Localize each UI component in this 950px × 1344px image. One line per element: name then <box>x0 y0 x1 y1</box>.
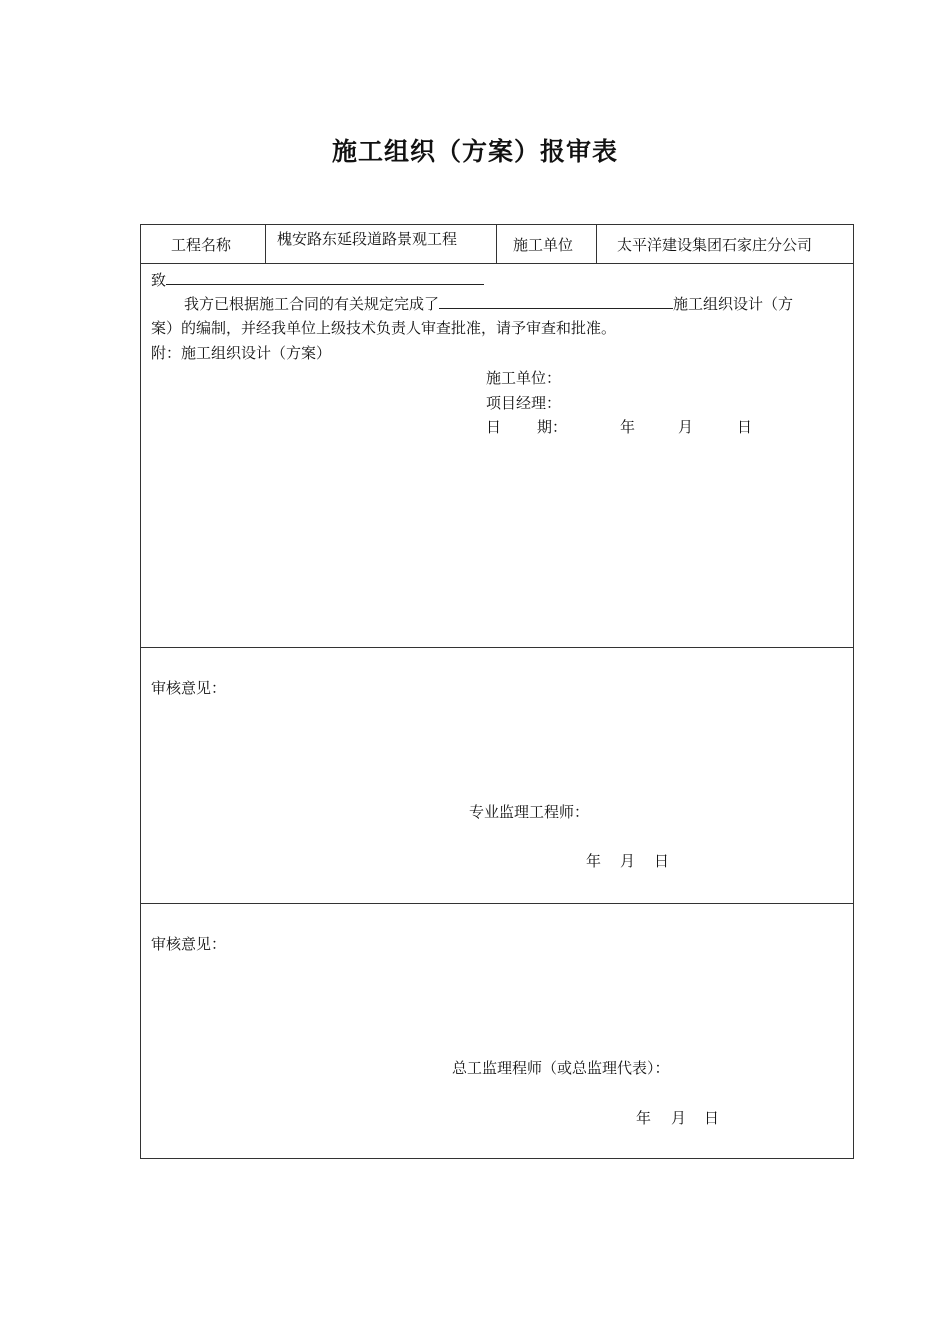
design-name-blank[interactable] <box>439 293 673 309</box>
review1-opinion-label: 审核意见： <box>151 679 227 697</box>
review1-month: 月 <box>620 852 636 870</box>
body-line-1 <box>184 293 793 313</box>
unit-label: 施工单位： <box>486 369 562 387</box>
manager-label: 项目经理： <box>486 394 562 412</box>
contractor-value: 太平洋建设集团石家庄分公司 <box>617 236 813 254</box>
review2-month: 月 <box>671 1109 687 1127</box>
body-line-2: 案）的编制，并经我单位上级技术负责人审查批准，请予审查和批准。 <box>151 319 617 337</box>
review2-opinion-label: 审核意见： <box>151 935 227 953</box>
body-prefix: 我方已根据施工合同的有关规定完成了 <box>184 295 440 313</box>
year-label: 年 <box>620 418 636 436</box>
project-name-value: 槐安路东延段道路景观工程 <box>277 230 458 248</box>
review2-year: 年 <box>636 1109 652 1127</box>
divider <box>141 903 853 904</box>
review1-year: 年 <box>586 852 602 870</box>
review1-day: 日 <box>654 852 670 870</box>
contractor-label: 施工单位 <box>513 236 574 254</box>
review1-signer-label: 专业监理工程师： <box>469 803 590 821</box>
to-line <box>151 269 484 289</box>
body-suffix: 施工组织设计（方 <box>673 295 794 313</box>
project-name-label: 工程名称 <box>171 236 232 254</box>
divider <box>496 225 497 264</box>
recipient-blank[interactable] <box>166 269 484 285</box>
divider <box>141 263 853 264</box>
divider <box>141 647 853 648</box>
attachment-line: 附：施工组织设计（方案） <box>151 344 332 362</box>
day-label: 日 <box>737 418 753 436</box>
form-title: 施工组织（方案）报审表 <box>331 137 618 166</box>
date-label-1: 日 <box>486 418 502 436</box>
review2-day: 日 <box>704 1109 720 1127</box>
review2-signer-label: 总工监理程师（或总监理代表）： <box>452 1059 670 1077</box>
month-label: 月 <box>678 418 694 436</box>
date-label-2: 期： <box>537 418 568 436</box>
divider <box>265 225 266 264</box>
review-form <box>140 224 854 1159</box>
to-label: 致 <box>151 271 167 289</box>
divider <box>596 225 597 264</box>
